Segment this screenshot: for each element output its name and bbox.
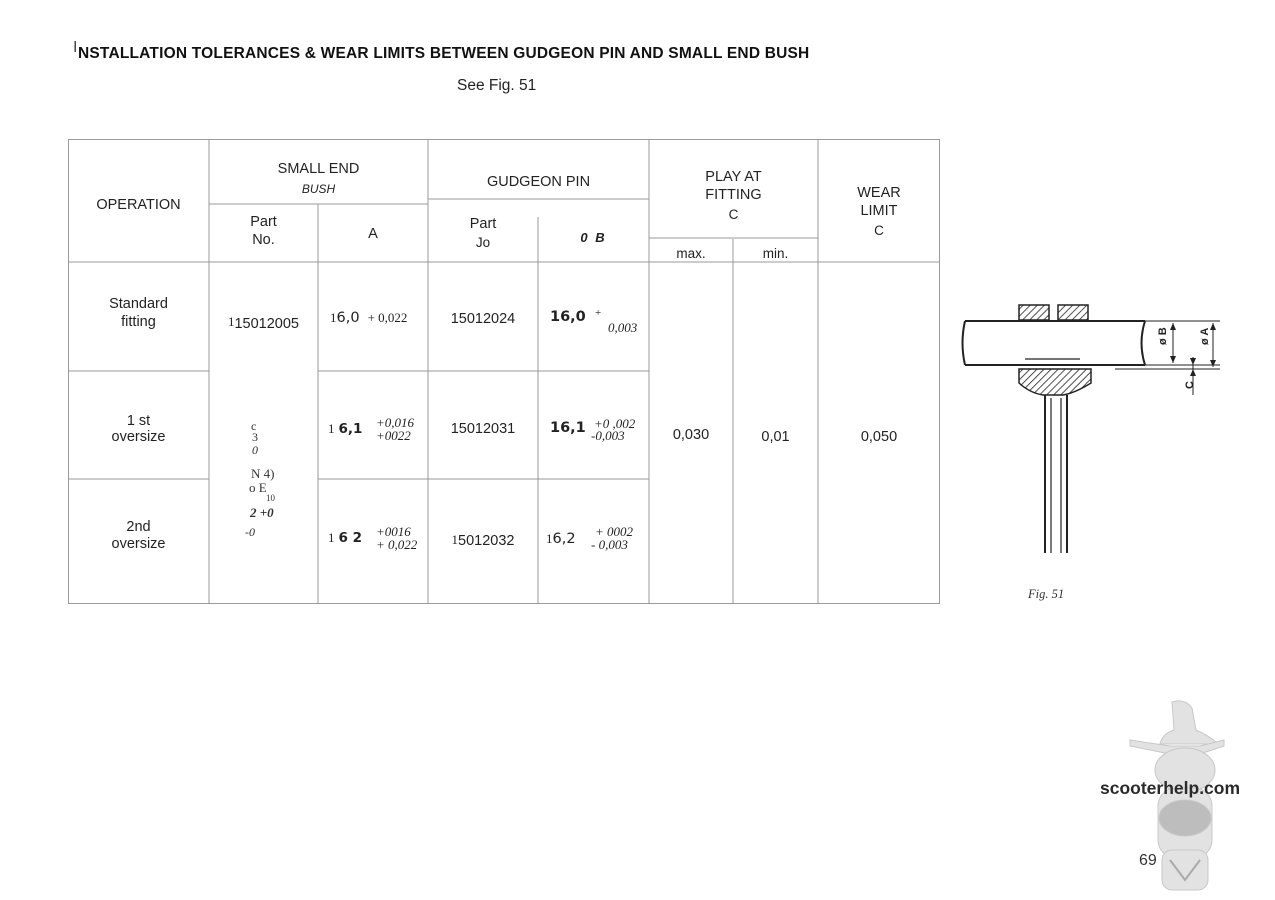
- row1-bush-part: [209, 313, 318, 333]
- header-pin-part-2: Jo: [475, 235, 491, 250]
- tolerance-table: [68, 139, 940, 604]
- bush-mark-10: 10: [266, 493, 275, 503]
- row3-operation-1: 2nd: [126, 519, 151, 535]
- row3-b: [538, 524, 649, 552]
- fig-label-a: ø A: [1199, 327, 1211, 345]
- header-min: min.: [762, 246, 789, 261]
- row3-b-value: 6,2: [552, 531, 576, 547]
- bush-mark-minus0: -0: [245, 525, 255, 539]
- row3-a-value: 6 2: [338, 530, 363, 546]
- header-play-2: FITTING: [705, 187, 762, 203]
- header-bush-part-2: No.: [252, 232, 275, 248]
- row1-operation-1: Standard: [109, 296, 168, 312]
- row2-a-value: 6,1: [338, 421, 363, 437]
- header-pin-part-1: Part: [469, 216, 497, 232]
- row1-b-value: 16,0: [550, 309, 586, 325]
- row1-a-prefix: 1: [330, 310, 337, 325]
- row3-pin-part-mark: 1: [451, 532, 459, 547]
- row1-pin-part: 15012024: [450, 311, 516, 327]
- bush-mark-n4: N 4): [251, 466, 275, 481]
- wear-limit-value: 0,050: [860, 429, 898, 445]
- bush-mark-0: 0: [252, 443, 258, 457]
- row1-bush-part-mark: 1: [227, 314, 235, 329]
- row2-operation-2: oversize: [111, 429, 166, 445]
- header-small-end-bush: BUSH: [301, 182, 336, 196]
- row3-pin-part: [428, 531, 538, 550]
- row2-b-value: 16,1: [550, 420, 586, 436]
- row3-operation-2: oversize: [111, 536, 166, 552]
- row2-pin-part: 15012031: [450, 421, 516, 437]
- row3-a-tol-1: +0016: [376, 524, 411, 539]
- watermark-text: scooterhelp.com: [1100, 778, 1241, 798]
- row1-b: [538, 307, 649, 335]
- bush-mark-oe: o E: [249, 480, 267, 495]
- figure-caption: Fig. 51: [1028, 587, 1065, 601]
- bush-mark-c: c: [251, 419, 257, 433]
- header-small-end: SMALL END: [277, 161, 360, 177]
- play-max-value: 0,030: [672, 427, 710, 443]
- header-wear-2: LIMIT: [860, 203, 898, 219]
- fig-51-diagram: [955, 295, 1235, 570]
- header-wear-3: C: [874, 223, 884, 238]
- row1-b-tol-2: 0,003: [608, 320, 638, 335]
- header-gudgeon-pin: GUDGEON PIN: [486, 174, 591, 190]
- header-col-a: A: [368, 226, 378, 242]
- row1-b-tol-1: +: [595, 307, 602, 319]
- row2-a-tol-2: +0022: [376, 428, 411, 443]
- row3-a-prefix: 1: [328, 530, 335, 545]
- row2-b-tol-1: +0 ,002: [594, 416, 636, 431]
- row1-a-value: 6,0: [336, 310, 360, 326]
- header-play-1: PLAY AT: [705, 169, 762, 185]
- row2-a-tol-1: +0,016: [376, 415, 415, 430]
- header-bush-part-1: Part: [250, 214, 277, 230]
- row2-a: [318, 415, 428, 443]
- gudgeon-pin-drawing: [955, 295, 1235, 570]
- row2-b: [538, 416, 649, 443]
- header-operation: OPERATION: [96, 197, 181, 213]
- row3-a: [318, 524, 428, 552]
- page-number: 69: [1139, 852, 1157, 869]
- page-subtitle: See Fig. 51: [457, 77, 537, 94]
- fig-label-b: ø B: [1157, 327, 1169, 345]
- row3-a-tol-2: + 0,022: [376, 537, 418, 552]
- row3-b-tol-2: - 0,003: [591, 537, 628, 552]
- header-max: max.: [676, 246, 706, 261]
- row1-operation-2: fitting: [121, 314, 156, 330]
- row1-a-tol: + 0,022: [367, 310, 408, 325]
- row3-b-tol-1: + 0002: [595, 524, 634, 539]
- row3-b-prefix: 1: [546, 531, 553, 546]
- row1-bush-part-value: 15012005: [234, 316, 299, 332]
- row2-a-prefix: 1: [328, 421, 335, 436]
- row1-a: [318, 309, 428, 327]
- bush-mark-2: 2 +0: [250, 505, 274, 520]
- row2-b-tol-2: -0,003: [591, 428, 625, 443]
- row2-operation-1: 1 st: [126, 413, 151, 429]
- row3-pin-part-value: 5012032: [458, 533, 515, 549]
- header-play-3: C: [728, 207, 739, 222]
- title-text: NSTALLATION TOLERANCES & WEAR LIMITS BETWEEN GUDGEON PIN AND SMALL END BUSH: [78, 45, 810, 62]
- header-col-b: 0 B: [580, 230, 607, 245]
- header-wear-1: WEAR: [857, 185, 901, 201]
- title-mark: I: [73, 39, 78, 56]
- page-title: [73, 39, 810, 63]
- bush-mark-3: 3: [252, 430, 258, 444]
- fig-label-c: C: [1184, 381, 1196, 389]
- play-min-value: 0,01: [761, 429, 790, 445]
